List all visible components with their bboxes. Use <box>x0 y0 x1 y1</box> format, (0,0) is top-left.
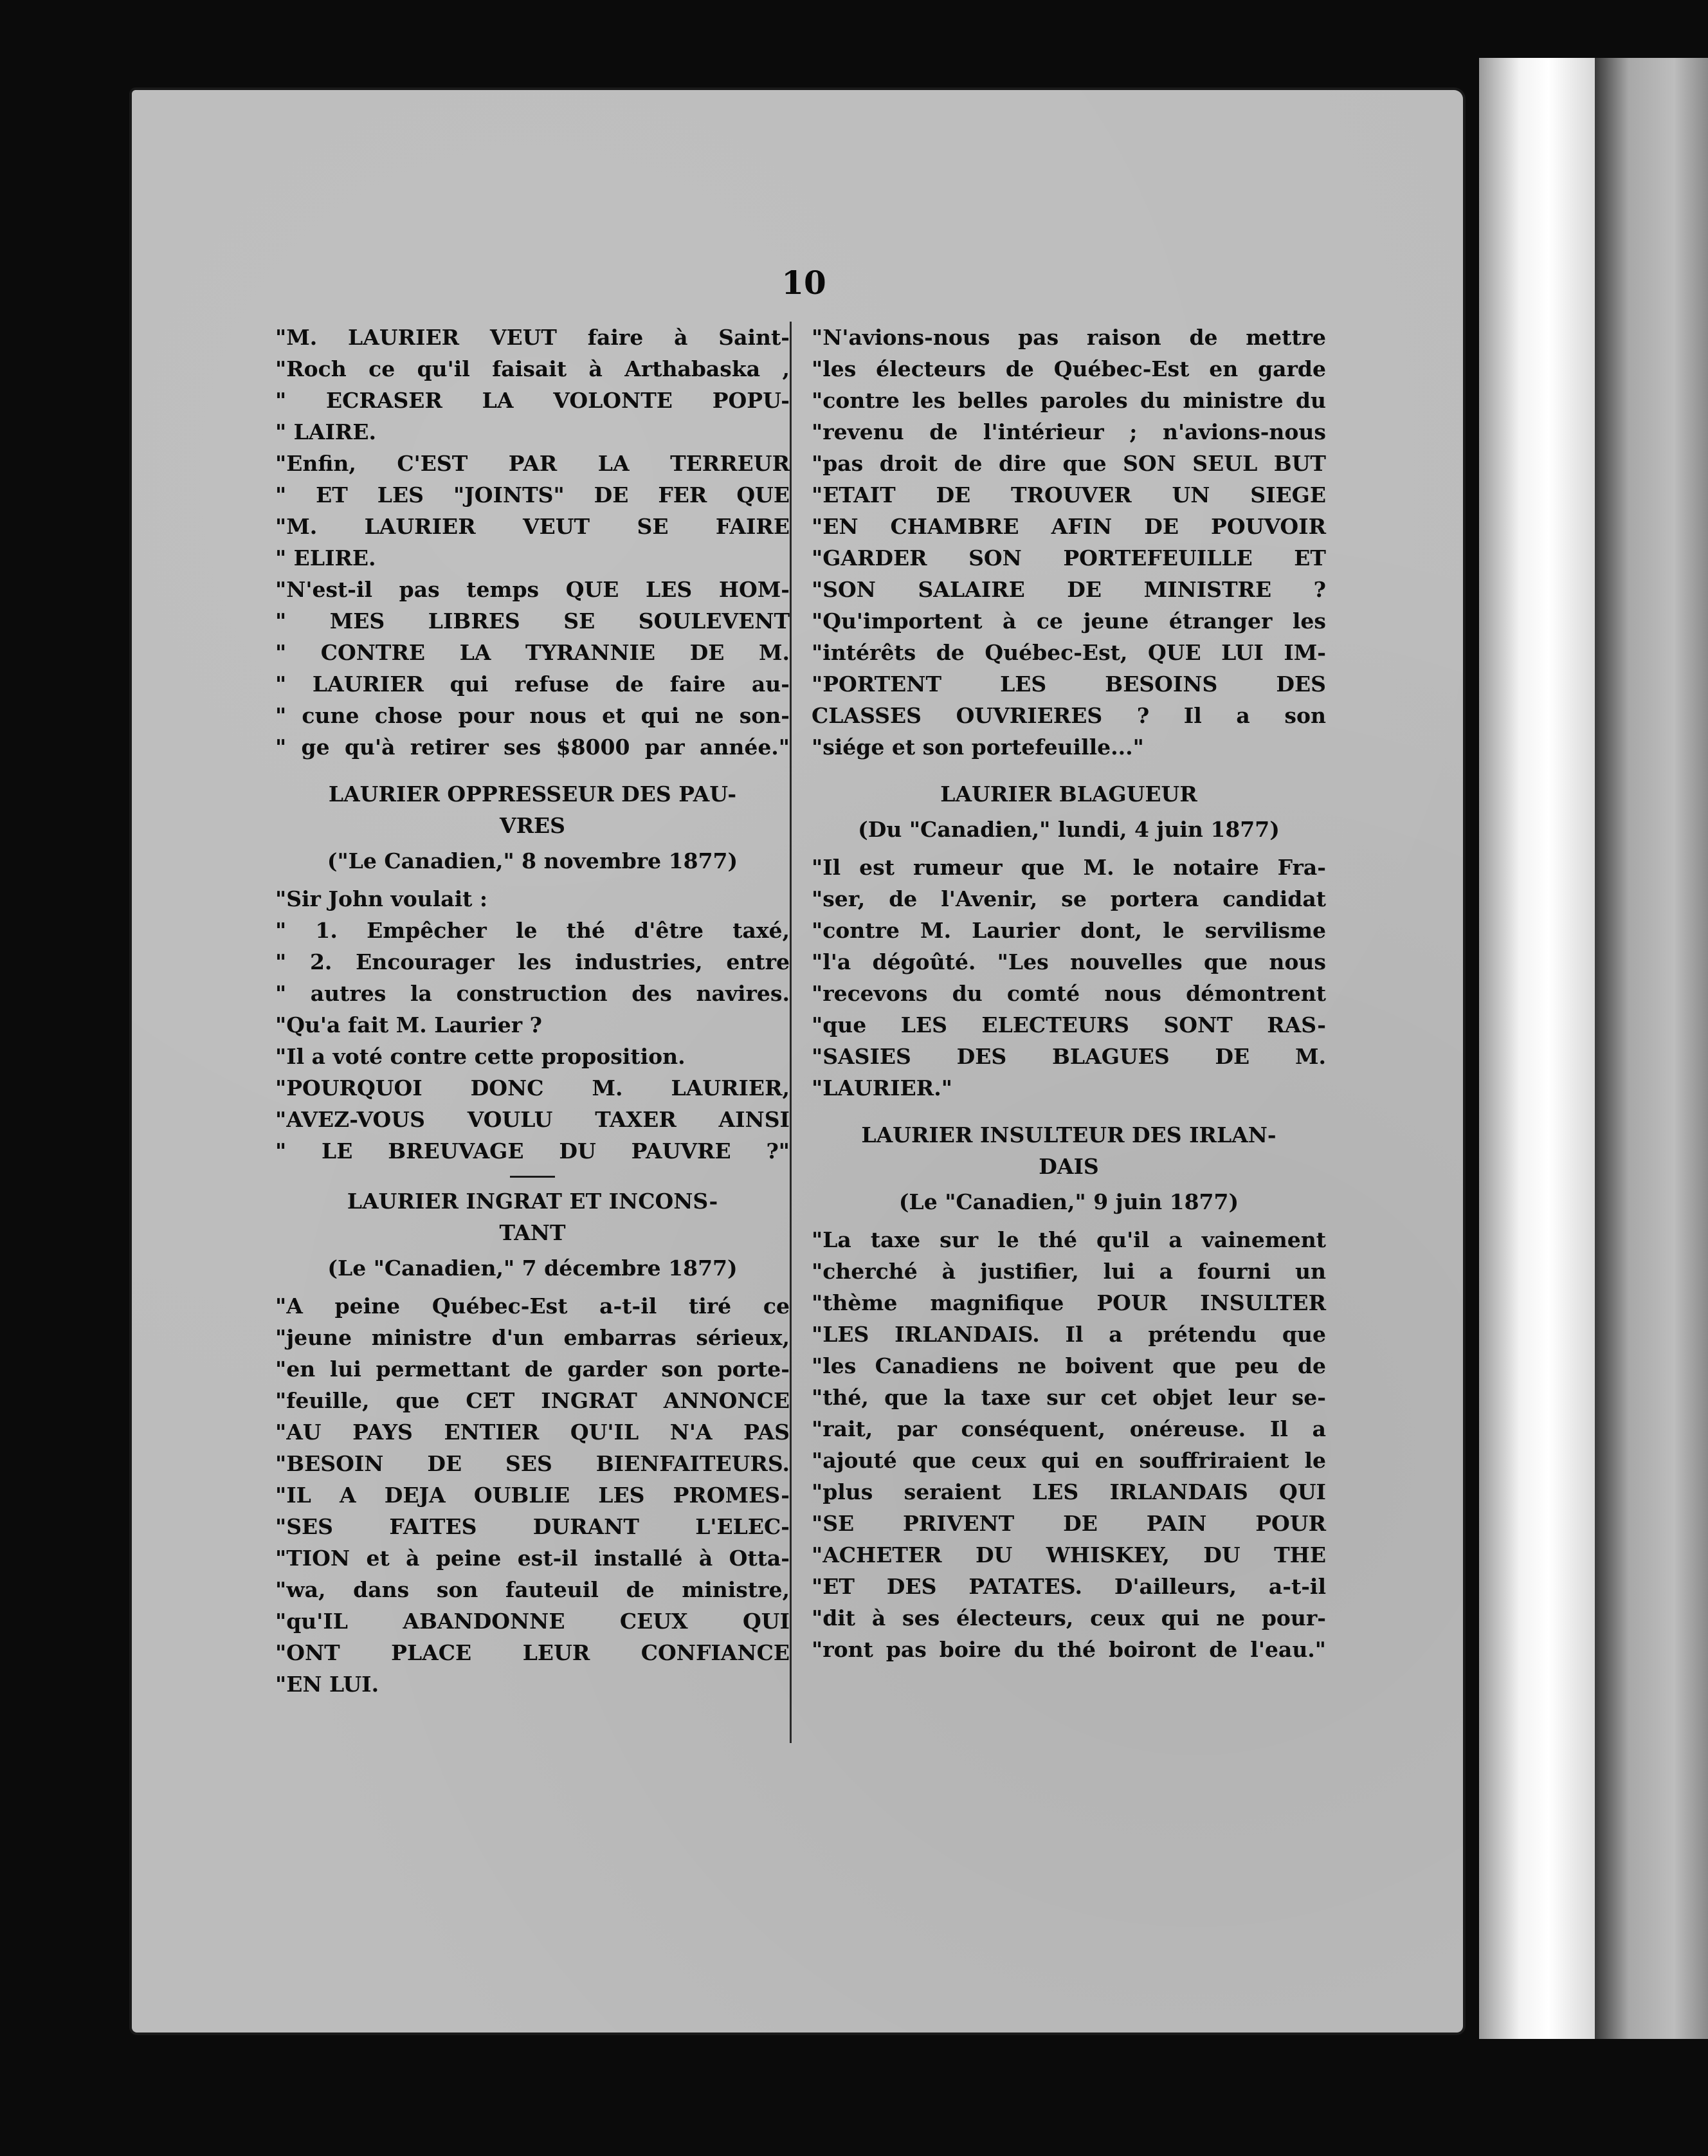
text-line: "N'est-il pas temps QUE LES HOM- <box>275 577 790 602</box>
text-line: "SASIES DES BLAGUES DE M. <box>812 1044 1326 1069</box>
text-line: " ELIRE. <box>275 545 376 571</box>
text-line: "Sir John voulait : <box>275 886 488 911</box>
section-heading: LAURIER BLAGUEUR <box>940 781 1197 807</box>
text-line: "dit à ses électeurs, ceux qui ne pour- <box>812 1605 1326 1631</box>
text-line: "ACHETER DU WHISKEY, DU THE <box>812 1542 1326 1567</box>
text-line: "pas droit de dire que SON SEUL BUT <box>812 451 1326 476</box>
text-line: "SON SALAIRE DE MINISTRE ? <box>812 577 1326 602</box>
text-line: "Il est rumeur que M. le notaire Fra- <box>812 855 1326 880</box>
column-divider <box>790 322 792 1743</box>
text-line: "contre les belles paroles du ministre du <box>812 388 1326 413</box>
left-block-3 <box>275 574 790 763</box>
text-line: "EN LUI. <box>275 1672 379 1697</box>
text-line: "N'avions-nous pas raison de mettre <box>812 325 1326 350</box>
text-line: " autres la construction des navires. <box>275 981 790 1006</box>
text-line: "ront pas boire du thé boiront de l'eau." <box>812 1637 1326 1662</box>
text-line: "siége et son portefeuille..." <box>812 735 1144 760</box>
section-heading: LAURIER INGRAT ET INCONS- <box>347 1189 718 1214</box>
text-line: " ge qu'à retirer ses $8000 par année." <box>275 735 790 760</box>
section-source: ("Le Canadien," 8 novembre 1877) <box>327 848 738 873</box>
text-line: "Il a voté contre cette proposition. <box>275 1044 686 1069</box>
text-line: "PORTENT LES BESOINS DES <box>812 671 1326 697</box>
section-heading: LAURIER OPPRESSEUR DES PAU- <box>328 781 737 807</box>
text-line: "BESOIN DE SES BIENFAITEURS. <box>275 1451 790 1476</box>
text-line: "Enfin, C'EST PAR LA TERREUR <box>275 451 790 476</box>
text-line: "l'a dégoûté. "Les nouvelles que nous <box>812 949 1326 974</box>
facing-page-edge <box>1595 58 1708 2039</box>
section-oppresseur <box>275 778 790 1167</box>
text-line: "qu'IL ABANDONNE CEUX QUI <box>275 1609 790 1634</box>
text-line: " 2. Encourager les industries, entre <box>275 949 790 974</box>
book-gutter <box>1479 58 1595 2039</box>
text-line: "AU PAYS ENTIER QU'IL N'A PAS <box>275 1420 790 1445</box>
left-column <box>275 322 790 1700</box>
text-line: " cune chose pour nous et qui ne son- <box>275 703 790 728</box>
text-line: "ser, de l'Avenir, se portera candidat <box>812 886 1326 911</box>
section-ingrat <box>275 1185 790 1700</box>
section-source: (Le "Canadien," 7 décembre 1877) <box>327 1256 738 1281</box>
text-line: " 1. Empêcher le thé d'être taxé, <box>275 918 790 943</box>
text-line: "revenu de l'intérieur ; n'avions-nous <box>812 419 1326 444</box>
text-line: " LE BREUVAGE DU PAUVRE ?" <box>275 1138 790 1164</box>
text-line: "en lui permettant de garder son porte- <box>275 1357 790 1382</box>
text-line: "LES IRLANDAIS. Il a prétendu que <box>812 1322 1326 1347</box>
text-line: "wa, dans son fauteuil de ministre, <box>275 1577 790 1602</box>
text-line: "que LES ELECTEURS SONT RAS- <box>812 1012 1326 1037</box>
section-heading: DAIS <box>1039 1154 1099 1179</box>
text-line: " LAIRE. <box>275 419 376 444</box>
text-line: "Qu'importent à ce jeune étranger les <box>812 608 1326 634</box>
text-line: " ECRASER LA VOLONTE POPU- <box>275 388 790 413</box>
text-line: "jeune ministre d'un embarras sérieux, <box>275 1325 790 1350</box>
text-line: "LAURIER." <box>812 1075 952 1101</box>
text-line: "ajouté que ceux qui en souffriraient le <box>812 1448 1326 1473</box>
section-heading: TANT <box>499 1220 566 1245</box>
page-number: 10 <box>781 264 826 302</box>
text-line: "plus seraient LES IRLANDAIS QUI <box>812 1479 1326 1504</box>
text-line: " ET LES "JOINTS" DE FER QUE <box>275 482 790 507</box>
text-line: CLASSES OUVRIERES ? Il a son <box>812 703 1326 728</box>
section-blagueur <box>812 778 1326 1104</box>
text-line: "ET DES PATATES. D'ailleurs, a-t-il <box>812 1574 1326 1599</box>
text-line: "Qu'a fait M. Laurier ? <box>275 1012 542 1037</box>
text-line: " CONTRE LA TYRANNIE DE M. <box>275 640 790 665</box>
text-line: "TION et à peine est-il installé à Otta- <box>275 1546 790 1571</box>
text-line: "Roch ce qu'il faisait à Arthabaska , <box>275 356 790 381</box>
text-line: "La taxe sur le thé qu'il a vainement <box>812 1227 1326 1252</box>
text-line: " MES LIBRES SE SOULEVENT <box>275 608 790 634</box>
text-line: "thé, que la taxe sur cet objet leur se- <box>812 1385 1326 1410</box>
section-insulteur <box>812 1119 1326 1665</box>
text-line: "contre M. Laurier dont, le servilisme <box>812 918 1326 943</box>
text-line: " LAURIER qui refuse de faire au- <box>275 671 790 697</box>
text-line: "les électeurs de Québec-Est en garde <box>812 356 1326 381</box>
text-line: "SE PRIVENT DE PAIN POUR <box>812 1511 1326 1536</box>
text-line: "recevons du comté nous démontrent <box>812 981 1326 1006</box>
section-heading: LAURIER INSULTEUR DES IRLAN- <box>861 1122 1276 1147</box>
text-line: "intérêts de Québec-Est, QUE LUI IM- <box>812 640 1326 665</box>
text-line: "ONT PLACE LEUR CONFIANCE <box>275 1640 790 1665</box>
text-line: "SES FAITES DURANT L'ELEC- <box>275 1514 790 1539</box>
text-line: "les Canadiens ne boivent que peu de <box>812 1353 1326 1378</box>
right-column <box>812 322 1326 1665</box>
section-rule <box>510 1176 555 1178</box>
text-line: "M. LAURIER VEUT SE FAIRE <box>275 514 790 539</box>
text-line: "AVEZ-VOUS VOULU TAXER AINSI <box>275 1107 790 1132</box>
text-line: "M. LAURIER VEUT faire à Saint- <box>275 325 790 350</box>
text-line: "GARDER SON PORTEFEUILLE ET <box>812 545 1326 571</box>
text-line: "POURQUOI DONC M. LAURIER, <box>275 1075 790 1101</box>
text-line: "feuille, que CET INGRAT ANNONCE <box>275 1388 790 1413</box>
right-block-1 <box>812 322 1326 763</box>
text-line: "cherché à justifier, lui a fourni un <box>812 1259 1326 1284</box>
left-block-1 <box>275 322 790 448</box>
text-line: "A peine Québec-Est a-t-il tiré ce <box>275 1293 790 1319</box>
left-block-2 <box>275 448 790 574</box>
text-line: "thème magnifique POUR INSULTER <box>812 1290 1326 1315</box>
text-line: "ETAIT DE TROUVER UN SIEGE <box>812 482 1326 507</box>
section-heading: VRES <box>499 813 565 838</box>
section-source: (Le "Canadien," 9 juin 1877) <box>898 1189 1239 1214</box>
text-line: "IL A DEJA OUBLIE LES PROMES- <box>275 1483 790 1508</box>
text-line: "EN CHAMBRE AFIN DE POUVOIR <box>812 514 1326 539</box>
section-source: (Du "Canadien," lundi, 4 juin 1877) <box>858 817 1280 842</box>
text-line: "rait, par conséquent, onéreuse. Il a <box>812 1416 1326 1441</box>
